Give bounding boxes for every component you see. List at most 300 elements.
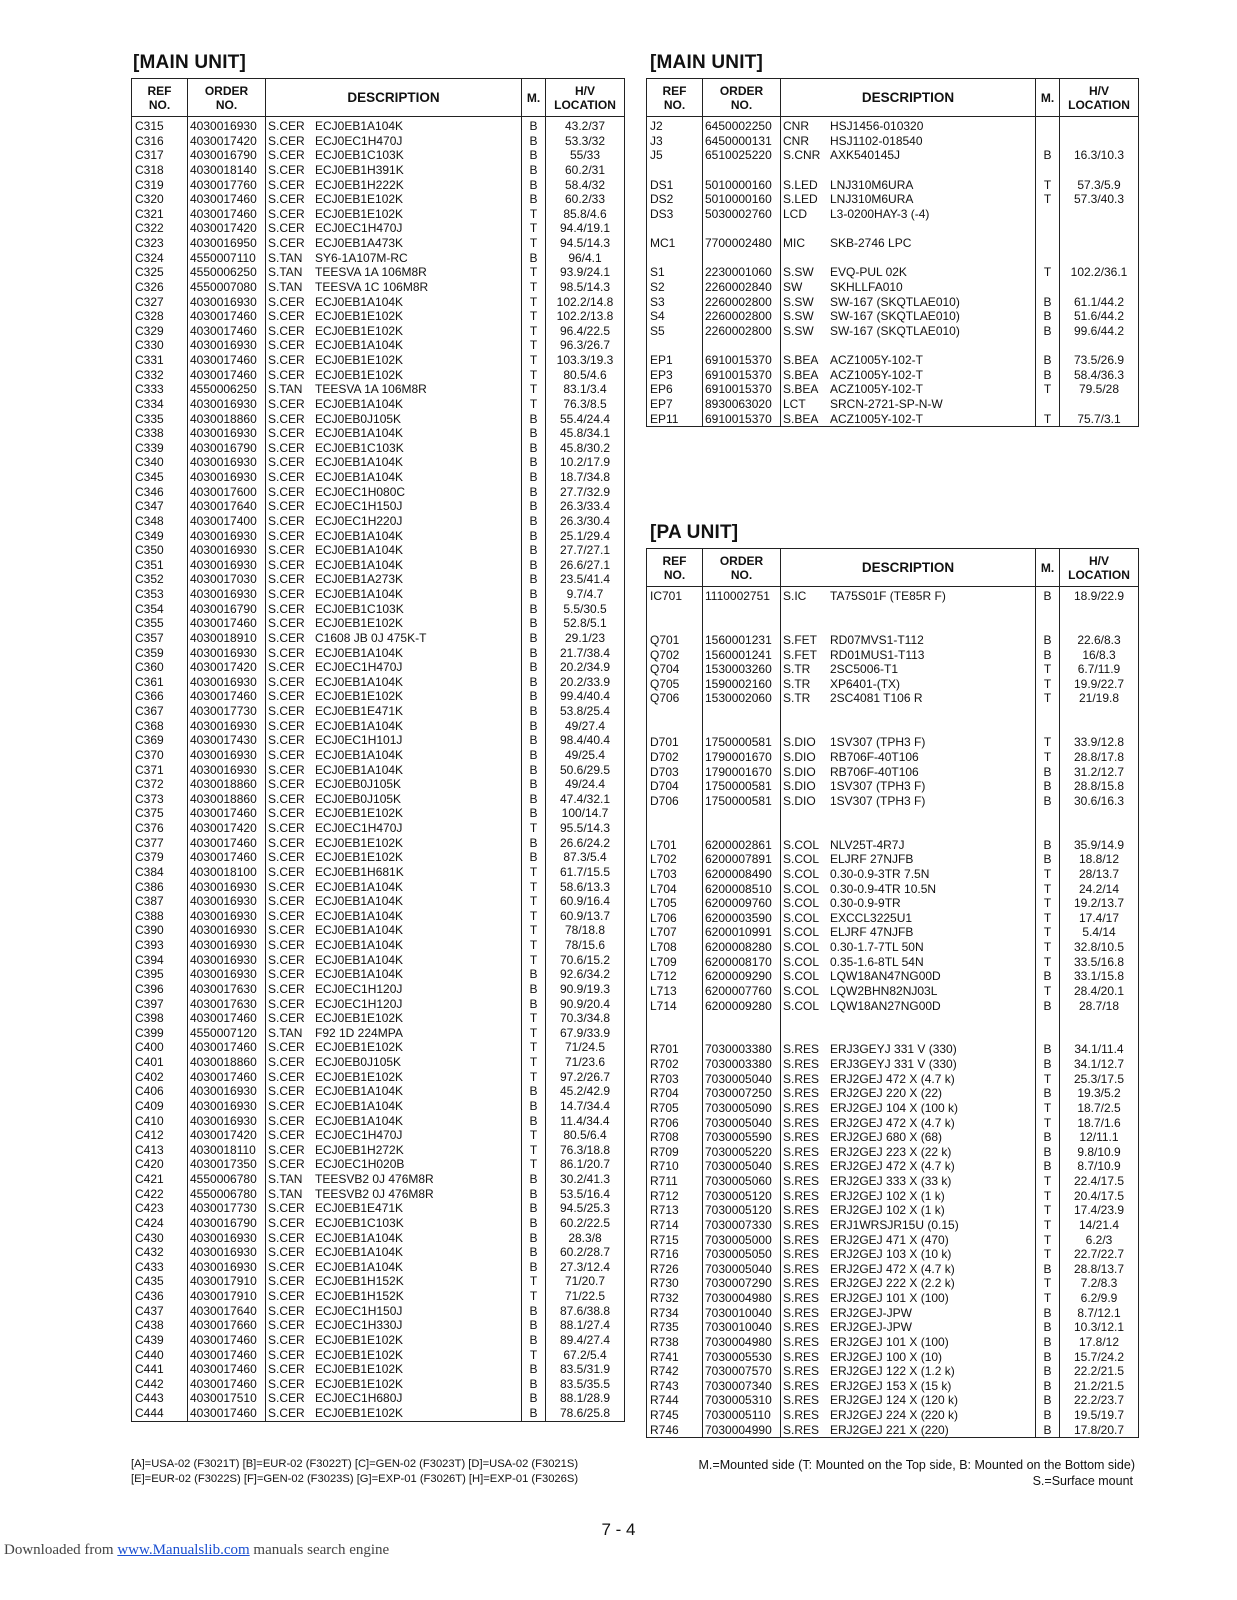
order-no-cell: 6910015370 [703,353,781,368]
table-row [132,382,625,397]
description-cell [266,616,522,631]
part-type: S.CER [268,1259,305,1274]
order-no-cell: 6200008490 [703,867,781,882]
order-no-cell: 4030017910 [188,1289,266,1304]
part-number: ECJ0EB1E471K [315,704,404,718]
part-type: S.CER [268,806,305,821]
description-cell [781,618,1036,633]
part-type: S.COL [783,866,820,881]
part-type: S.RES [783,1086,820,1101]
ref-no-cell: L714 [647,999,703,1014]
description-cell [781,338,1036,353]
part-number: XP6401-(TX) [830,676,901,691]
location-cell: 6.7/11.9 [1060,662,1139,677]
order-no-cell: 4030016790 [188,148,266,163]
part-number: ECJ0EC1H150J [315,1303,403,1318]
part-number: F92 1D 224MPA [315,1025,403,1040]
mounted-side-cell: T [1036,882,1060,897]
mounted-side-cell: T [1036,911,1060,926]
description-cell [266,1070,522,1085]
location-cell: 33.1/15.8 [1060,969,1139,984]
mounted-side-cell: B [522,997,546,1012]
part-number: ELJRF 47NJFB [830,925,914,940]
description-cell [266,1362,522,1377]
table-row [647,236,1139,251]
table-row [132,763,625,778]
description-cell [266,631,522,646]
order-no-cell: 4030017420 [188,134,266,149]
description-cell [781,823,1036,838]
part-number: ECJ0EB1H272K [315,1142,404,1157]
location-cell: 60.2/31 [546,163,625,178]
order-no-cell: 6200009760 [703,896,781,911]
ref-no-cell: R716 [647,1247,703,1262]
ref-no-cell: D703 [647,765,703,780]
part-type: S.CER [268,601,305,616]
ref-no-cell: R746 [647,1423,703,1438]
ref-no-cell: C345 [132,470,188,485]
ref-no-cell: C390 [132,923,188,938]
description-cell [781,368,1036,383]
table-row [132,704,625,719]
part-type: S.TAN [268,1025,303,1040]
part-number: ERJ2GEJ 103 X (10 k) [830,1247,952,1262]
ref-no-cell: R734 [647,1306,703,1321]
table-row [647,1379,1139,1394]
part-number: ECJ0EB1A473K [315,236,404,250]
table-row [647,1013,1139,1028]
table-row [647,1335,1139,1350]
part-number: ACZ1005Y-102-T [830,367,923,382]
part-type: CNR [783,119,809,133]
part-type: S.RES [783,1261,820,1276]
mounted-side-cell: T [522,265,546,280]
part-number: ECJ0EC1H680J [315,1391,403,1406]
order-no-cell: 4550006250 [188,382,266,397]
part-number: ERJ2GEJ 224 X (220 k) [830,1408,959,1422]
table-row [132,850,625,865]
table-row [132,894,625,909]
mounted-side-cell: T [1036,265,1060,280]
part-number: ERJ2GEJ 223 X (22 k) [830,1144,952,1159]
ref-no-cell: C444 [132,1406,188,1421]
order-no-cell: 2260002800 [703,309,781,324]
order-no-cell: 7030005120 [703,1203,781,1218]
part-type: S.CER [268,1391,305,1406]
download-prefix: Downloaded from [4,1542,118,1558]
ref-no-cell: C315 [132,117,188,134]
part-number: ERJ2GEJ 220 X (22) [830,1086,943,1101]
table-row [132,572,625,587]
part-number: SW-167 (SKQTLAE010) [830,309,960,324]
order-no-cell: 4030016930 [188,338,266,353]
table-row [132,412,625,427]
location-header: H/V LOCATION [1060,79,1139,117]
ref-no-cell: C324 [132,251,188,266]
order-no-cell: 6910015370 [703,382,781,397]
order-no-cell: 4030018140 [188,163,266,178]
location-cell: 34.1/11.4 [1060,1042,1139,1057]
description-cell [266,397,522,412]
table-row [132,499,625,514]
location-cell: 76.3/8.5 [546,397,625,412]
table-row [132,587,625,602]
part-type: S.CER [268,952,305,967]
mounted-side-cell: B [522,587,546,602]
order-no-cell: 4030017430 [188,733,266,748]
part-type: S.COL [783,969,820,984]
part-number: ECJ0EB1A104K [315,294,404,309]
part-number: LQW18AN47NG00D [830,969,941,984]
order-no-cell: 4030017460 [188,1011,266,1026]
order-no-cell: 4030016790 [188,1216,266,1231]
description-cell [266,455,522,470]
part-type: S.RES [783,1393,820,1408]
description-cell [266,675,522,690]
location-cell [1060,338,1139,353]
mounted-side-cell [1036,706,1060,721]
mounted-side-cell: B [1036,368,1060,383]
order-no-cell: 4030016930 [188,646,266,661]
order-no-cell: 4030016930 [188,1099,266,1114]
order-no-cell: 4030016930 [188,675,266,690]
part-number: 2SC5006-T1 [830,662,899,677]
location-header: H/V LOCATION [546,79,625,117]
ref-no-cell: R738 [647,1335,703,1350]
description-cell [266,1377,522,1392]
ref-no-cell: C440 [132,1348,188,1363]
description-cell [781,896,1036,911]
table-row [132,631,625,646]
part-type: S.TAN [268,279,303,294]
part-type: S.CER [268,294,305,309]
order-no-cell: 5030002760 [703,207,781,222]
part-number: LNJ310M6URA [830,192,914,207]
mounted-side-cell [1036,163,1060,178]
ref-no-cell: C329 [132,324,188,339]
mounted-side-cell: B [522,529,546,544]
part-number: ECJ0EC1H020B [315,1157,405,1172]
ref-no-cell: C375 [132,806,188,821]
ref-no-cell: R710 [647,1159,703,1174]
part-number: ERJ2GEJ 472 X (4.7 k) [830,1261,955,1276]
ref-no-cell: C441 [132,1362,188,1377]
mounted-side-cell: B [522,1362,546,1377]
part-type: S.DIO [783,749,816,764]
part-number: TEESVA 1A 106M8R [315,265,427,280]
description-header: DESCRIPTION [781,79,1036,117]
description-cell [266,1216,522,1231]
table-row [647,1247,1139,1262]
description-cell [781,192,1036,207]
mounted-side-legend: M.=Mounted side (T: Mounted on the Top side, B: Mounted on the Bottom side) [698,1458,1135,1472]
table-row [132,777,625,792]
description-cell [781,779,1036,794]
ref-no-cell: C354 [132,602,188,617]
part-type: S.RES [783,1203,820,1218]
description-cell [266,441,522,456]
mounted-side-cell: T [522,938,546,953]
location-cell: 96.3/26.7 [546,338,625,353]
table-row [132,1391,625,1406]
order-no-cell: 6910015370 [703,412,781,427]
location-cell: 80.5/4.6 [546,368,625,383]
mounted-side-cell: B [522,836,546,851]
part-number: ECJ0EB1A104K [315,967,404,982]
order-no-cell: 7030005040 [703,1072,781,1087]
table-row [647,587,1139,604]
mounted-side-cell: T [522,894,546,909]
ref-no-cell: DS1 [647,178,703,193]
mounted-side-cell: B [522,163,546,178]
location-cell: 47.4/32.1 [546,792,625,807]
location-cell: 12/11.1 [1060,1130,1139,1145]
mounted-side-cell [1036,338,1060,353]
location-cell [1060,721,1139,736]
mounted-side-cell: T [1036,1101,1060,1116]
part-number: ECJ0EB1E102K [315,850,404,865]
ref-no-cell: C393 [132,938,188,953]
part-number: HSJ1456-010320 [830,119,924,133]
description-cell [266,134,522,149]
part-number: ERJ2GEJ 472 X (4.7 k) [830,1159,955,1174]
ref-no-cell: C395 [132,967,188,982]
mounted-side-cell [1036,721,1060,736]
table-row [647,925,1139,940]
ref-no-cell: C413 [132,1143,188,1158]
description-cell [781,648,1036,663]
table-row [132,1260,625,1275]
description-cell [781,353,1036,368]
table-row [647,633,1139,648]
part-number: ECJ0EB1A104K [315,762,404,777]
location-header: H/V LOCATION [1060,549,1139,587]
description-cell [781,207,1036,222]
description-cell [266,368,522,383]
location-cell: 83.5/31.9 [546,1362,625,1377]
mounted-side-cell: B [522,1231,546,1246]
table-row [132,1157,625,1172]
mounted-side-cell: B [522,1201,546,1216]
ref-no-cell: C377 [132,836,188,851]
order-no-cell: 4030016930 [188,763,266,778]
location-cell: 11.4/34.4 [546,1114,625,1129]
order-no-cell [703,221,781,236]
description-cell [781,662,1036,677]
description-cell [266,1099,522,1114]
part-number: SW-167 (SKQTLAE010) [830,294,960,309]
ref-no-cell: C316 [132,134,188,149]
description-cell [266,865,522,880]
part-number: L3-0200HAY-3 (-4) [830,206,930,221]
order-no-cell: 4030017460 [188,1070,266,1085]
part-type: S.RES [783,1247,820,1262]
ref-no-cell: S3 [647,295,703,310]
location-cell: 53.5/16.4 [546,1187,625,1202]
part-number: 0.30-0.9-9TR [830,896,901,911]
table-row [132,338,625,353]
order-no-cell: 7030007570 [703,1364,781,1379]
mounted-side-cell: T [522,207,546,222]
description-cell [266,777,522,792]
part-type: S.CER [268,777,305,792]
table-row [132,178,625,193]
description-cell [781,721,1036,736]
location-cell: 89.4/27.4 [546,1333,625,1348]
ref-no-cell: L708 [647,940,703,955]
description-cell [266,894,522,909]
location-cell: 20.4/17.5 [1060,1189,1139,1204]
table-row [647,1262,1139,1277]
description-cell [781,309,1036,324]
location-cell: 20.2/34.9 [546,660,625,675]
order-no-cell: 7030007330 [703,1218,781,1233]
ref-no-cell: Q704 [647,662,703,677]
table-row [647,117,1139,134]
part-number: SY6-1A107M-RC [315,250,408,265]
table-row [647,1276,1139,1291]
order-no-cell [703,338,781,353]
description-cell [266,426,522,441]
table-row [132,646,625,661]
location-cell [1060,604,1139,619]
table-row [132,529,625,544]
description-cell [266,923,522,938]
ref-no-cell: DS3 [647,207,703,222]
description-cell [266,236,522,251]
ref-no-cell: C352 [132,572,188,587]
table-row [132,1274,625,1289]
ref-no-cell [647,808,703,823]
table-row [647,134,1139,149]
description-cell [266,1391,522,1406]
table-row [647,706,1139,721]
order-no-cell: 4030016930 [188,1260,266,1275]
mounted-side-cell: B [522,1187,546,1202]
description-cell [266,1172,522,1187]
table-row [647,1364,1139,1379]
part-number: ECJ0EB1A104K [315,543,404,558]
ref-no-cell: C346 [132,485,188,500]
part-number: ECJ0EB1A104K [315,894,404,909]
ref-no-cell: R744 [647,1393,703,1408]
order-no-cell: 7030007250 [703,1086,781,1101]
part-type: S.TR [783,676,811,691]
table-row [132,1026,625,1041]
order-no-cell: 4030016930 [188,470,266,485]
mounted-side-cell: B [522,646,546,661]
part-number: ECJ0EB1E102K [315,835,404,850]
table-row [132,324,625,339]
order-no-cell: 4030017420 [188,660,266,675]
table-row [647,808,1139,823]
mounted-side-cell: B [522,1084,546,1099]
mounted-side-cell: T [1036,735,1060,750]
description-cell [781,117,1036,134]
table-row [647,1057,1139,1072]
part-number: ECJ0EB1E471K [315,1201,404,1216]
part-type: S.CER [268,616,305,631]
ref-no-cell: C432 [132,1245,188,1260]
mounted-side-cell: T [522,368,546,383]
location-cell: 18.9/22.9 [1060,587,1139,604]
description-cell [781,251,1036,266]
part-type: S.COL [783,983,820,998]
mounted-side-cell: B [522,543,546,558]
part-type: S.RES [783,1217,820,1232]
location-cell: 87.6/38.8 [546,1304,625,1319]
order-no-cell: 6510025220 [703,148,781,163]
mounted-header: M. [522,79,546,117]
mounted-side-cell [1036,236,1060,251]
location-cell: 6.2/9.9 [1060,1291,1139,1306]
order-no-cell: 6200008280 [703,940,781,955]
ref-no-cell: L709 [647,955,703,970]
table-row [132,1304,625,1319]
location-cell: 22.2/21.5 [1060,1364,1139,1379]
table-row [132,748,625,763]
description-cell [781,691,1036,706]
part-number: ERJ3GEYJ 331 V (330) [830,1042,957,1057]
mounted-side-cell: T [1036,896,1060,911]
manualslib-link[interactable]: www.Manualslib.com [117,1542,250,1558]
location-cell: 93.9/24.1 [546,265,625,280]
description-cell [266,221,522,236]
part-type: S.CER [268,192,305,207]
location-cell [1060,207,1139,222]
part-type: S.CER [268,938,305,952]
part-type: S.CER [268,660,305,675]
order-no-cell [703,721,781,736]
mounted-side-cell: B [522,1318,546,1333]
part-number: ECJ0EB1E102K [315,1347,404,1362]
location-cell: 45.8/30.2 [546,441,625,456]
part-number: 0.30-0.9-3TR 7.5N [830,866,930,881]
part-type: S.CER [268,1215,305,1230]
part-number: AXK540145J [830,148,901,163]
mounted-side-cell: T [1036,867,1060,882]
part-number: ERJ2GEJ 222 X (2.2 k) [830,1276,955,1291]
mounted-side-cell: B [1036,1057,1060,1072]
part-type: S.CER [268,747,305,762]
part-type: S.DIO [783,735,816,750]
ref-no-cell: C326 [132,280,188,295]
mounted-side-cell: T [522,353,546,368]
mounted-side-cell: B [522,499,546,514]
table-row [647,280,1139,295]
table-row [132,1143,625,1158]
part-type: S.CER [268,645,305,660]
mounted-side-cell: T [522,1055,546,1070]
table-row [132,1084,625,1099]
part-type: S.CER [268,850,305,865]
table-row [647,1233,1139,1248]
table-row [647,1116,1139,1131]
ref-no-cell: R745 [647,1408,703,1423]
order-no-cell: 7030005530 [703,1350,781,1365]
part-number: ECJ0EB1E102K [315,1069,404,1084]
table-row [647,1203,1139,1218]
mounted-side-cell: T [1036,1174,1060,1189]
part-number: LNJ310M6URA [830,177,914,192]
description-cell [266,1245,522,1260]
part-number: LQW2BHN82NJ03L [830,983,938,998]
order-no-cell: 1750000581 [703,735,781,750]
location-cell: 16.3/10.3 [1060,148,1139,163]
part-number: ECJ0EB1H222K [315,177,404,192]
ref-no-cell: R714 [647,1218,703,1233]
table-row [647,1393,1139,1408]
